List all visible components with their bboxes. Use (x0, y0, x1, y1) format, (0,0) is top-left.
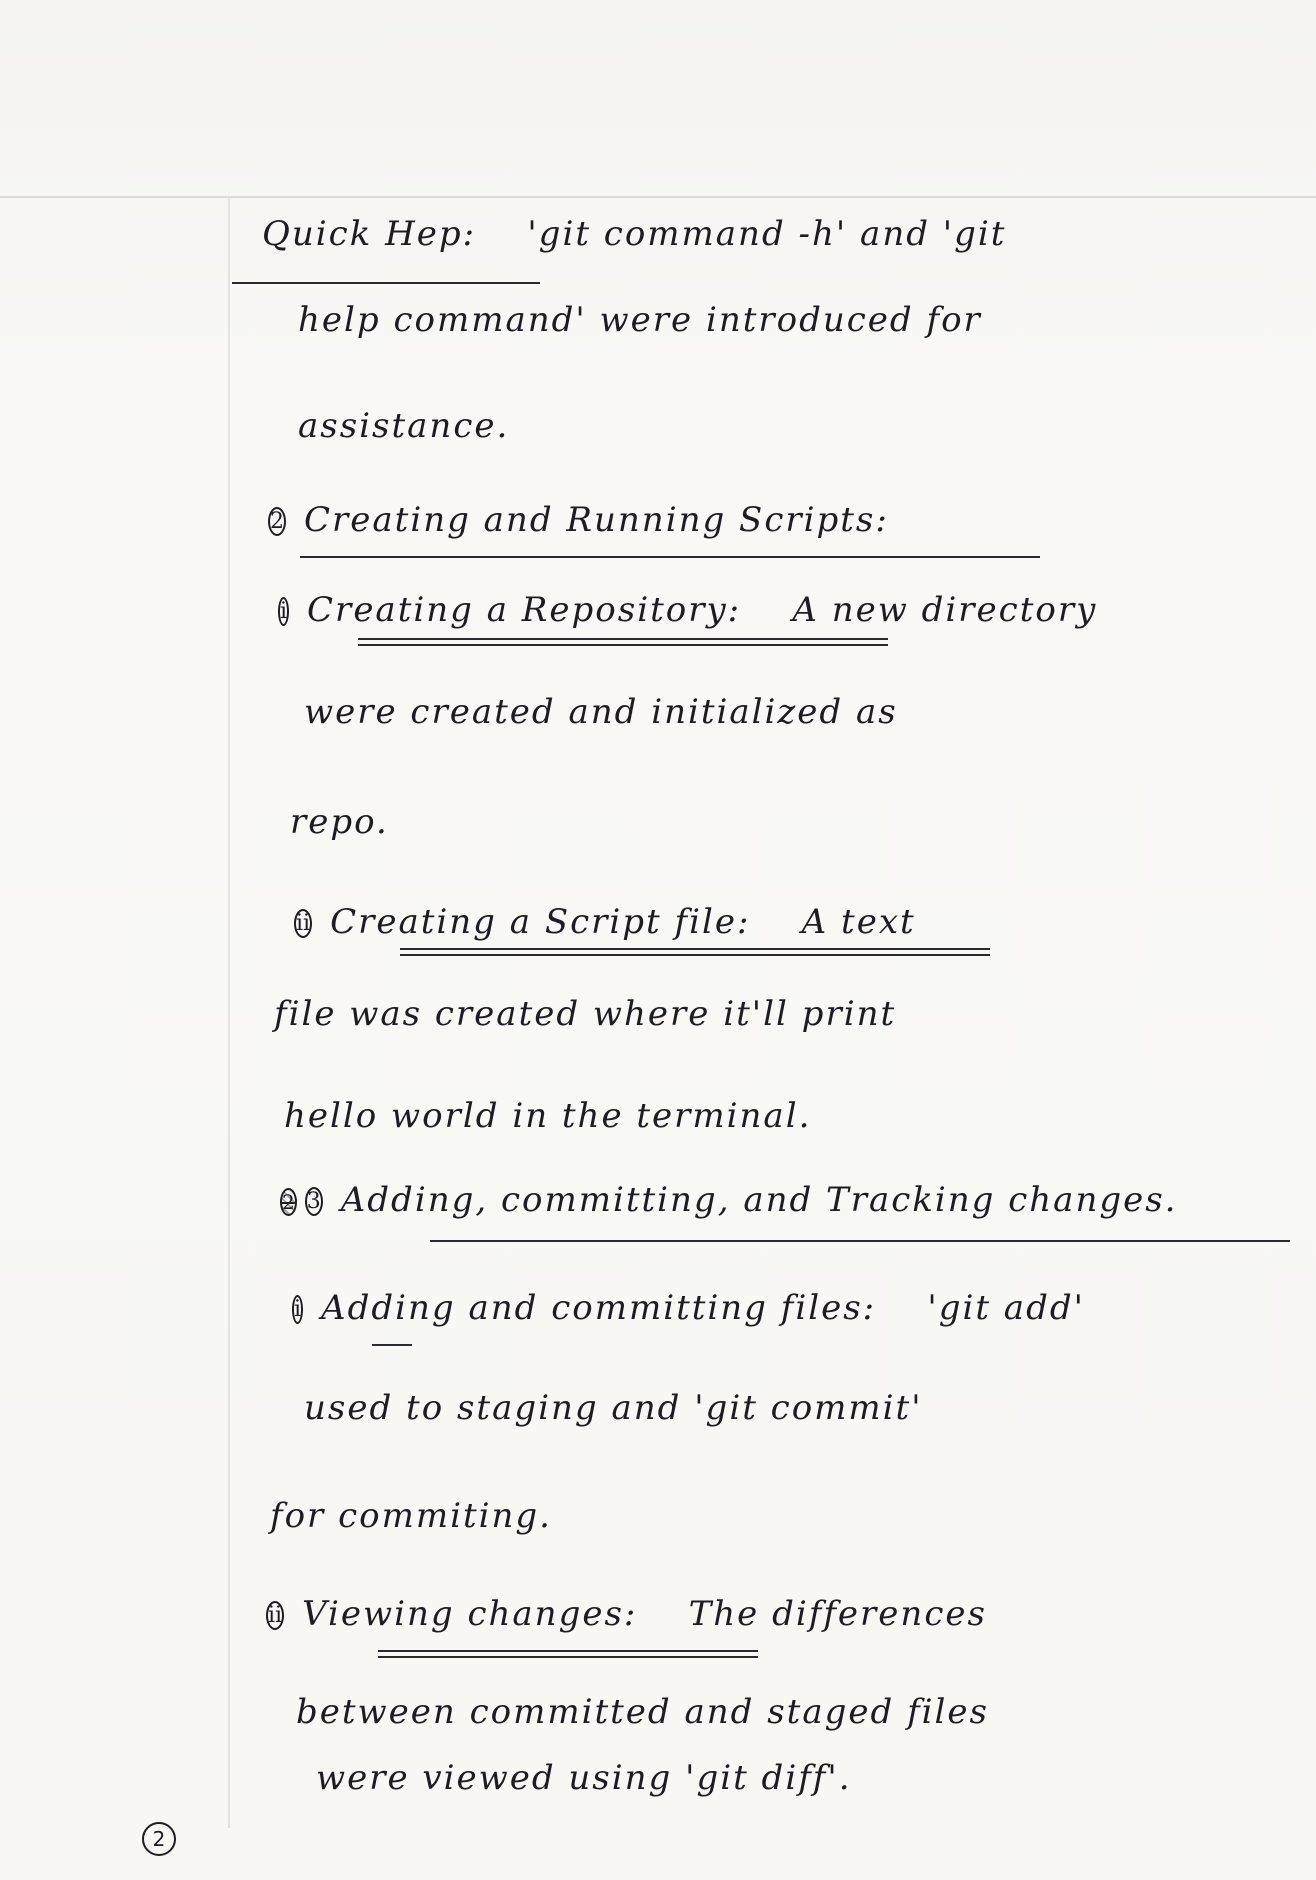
item-label-adding: Adding and committing files: (321, 1288, 877, 1328)
item-label-viewing: Viewing changes: (302, 1594, 638, 1634)
section-2-item-2-line-1 (294, 900, 916, 944)
item-marker-ii-2: ii (268, 1603, 283, 1628)
quick-help-underline (232, 282, 540, 284)
section-2-heading: Creating and Running Scripts: (304, 500, 889, 540)
repository-underline (358, 638, 888, 646)
section-3-heading: Adding, committing, and Tracking changes. (340, 1180, 1178, 1220)
script-file-underline (400, 948, 990, 956)
section-2-marker: 2 (270, 509, 284, 534)
item-label-script-file: Creating a Script file: (330, 902, 751, 942)
item-text-adding: 'git add' (927, 1288, 1085, 1328)
section-3-item-1-line-2: used to staging and 'git commit' (304, 1388, 923, 1428)
item-label-repository: Creating a Repository: (307, 590, 742, 630)
section-2-item-1-line-1 (278, 588, 1097, 632)
section-3-heading-line (280, 1178, 1178, 1222)
adding-underline-mark (372, 1344, 412, 1346)
quick-help-line-2: help command' were introduced for (298, 300, 982, 340)
viewing-underline (378, 1650, 758, 1658)
quick-help-line-3: assistance. (298, 406, 510, 446)
section-3-item-2-line-2: between committed and staged files (296, 1692, 989, 1732)
struck-section-marker: 2 (282, 1190, 295, 1214)
section-2-underline (300, 556, 1040, 558)
margin-line (228, 198, 230, 1828)
quick-help-text-1: 'git command -h' and 'git (527, 214, 1007, 254)
section-3-item-1-line-3: for commiting. (270, 1496, 552, 1536)
paper-top-edge (0, 196, 1316, 198)
section-3-underline (430, 1240, 1290, 1242)
item-text-viewing: The differences (688, 1594, 987, 1634)
section-2-item-1-line-2: were created and initialized as (304, 692, 898, 732)
section-2-heading-line (268, 498, 889, 542)
section-2-item-1-line-3: repo. (290, 802, 389, 842)
item-text-repository: A new directory (792, 590, 1098, 630)
quick-help-line-1 (262, 212, 1006, 256)
section-2-item-2-line-2: file was created where it'll print (274, 994, 897, 1034)
item-marker-i: i (280, 599, 288, 624)
section-3-item-2-line-3: were viewed using 'git diff'. (316, 1758, 852, 1798)
section-3-item-1-line-1 (292, 1286, 1085, 1330)
section-3-item-2-line-1 (266, 1592, 987, 1636)
item-marker-ii: ii (296, 911, 311, 936)
quick-help-heading: Quick Hep: (262, 214, 477, 254)
item-marker-i-2: i (294, 1297, 302, 1322)
item-text-script-file: A text (801, 902, 916, 942)
page-number: 2 (142, 1822, 176, 1856)
section-3-marker: 3 (306, 1189, 321, 1214)
section-2-item-2-line-3: hello world in the terminal. (284, 1096, 812, 1136)
